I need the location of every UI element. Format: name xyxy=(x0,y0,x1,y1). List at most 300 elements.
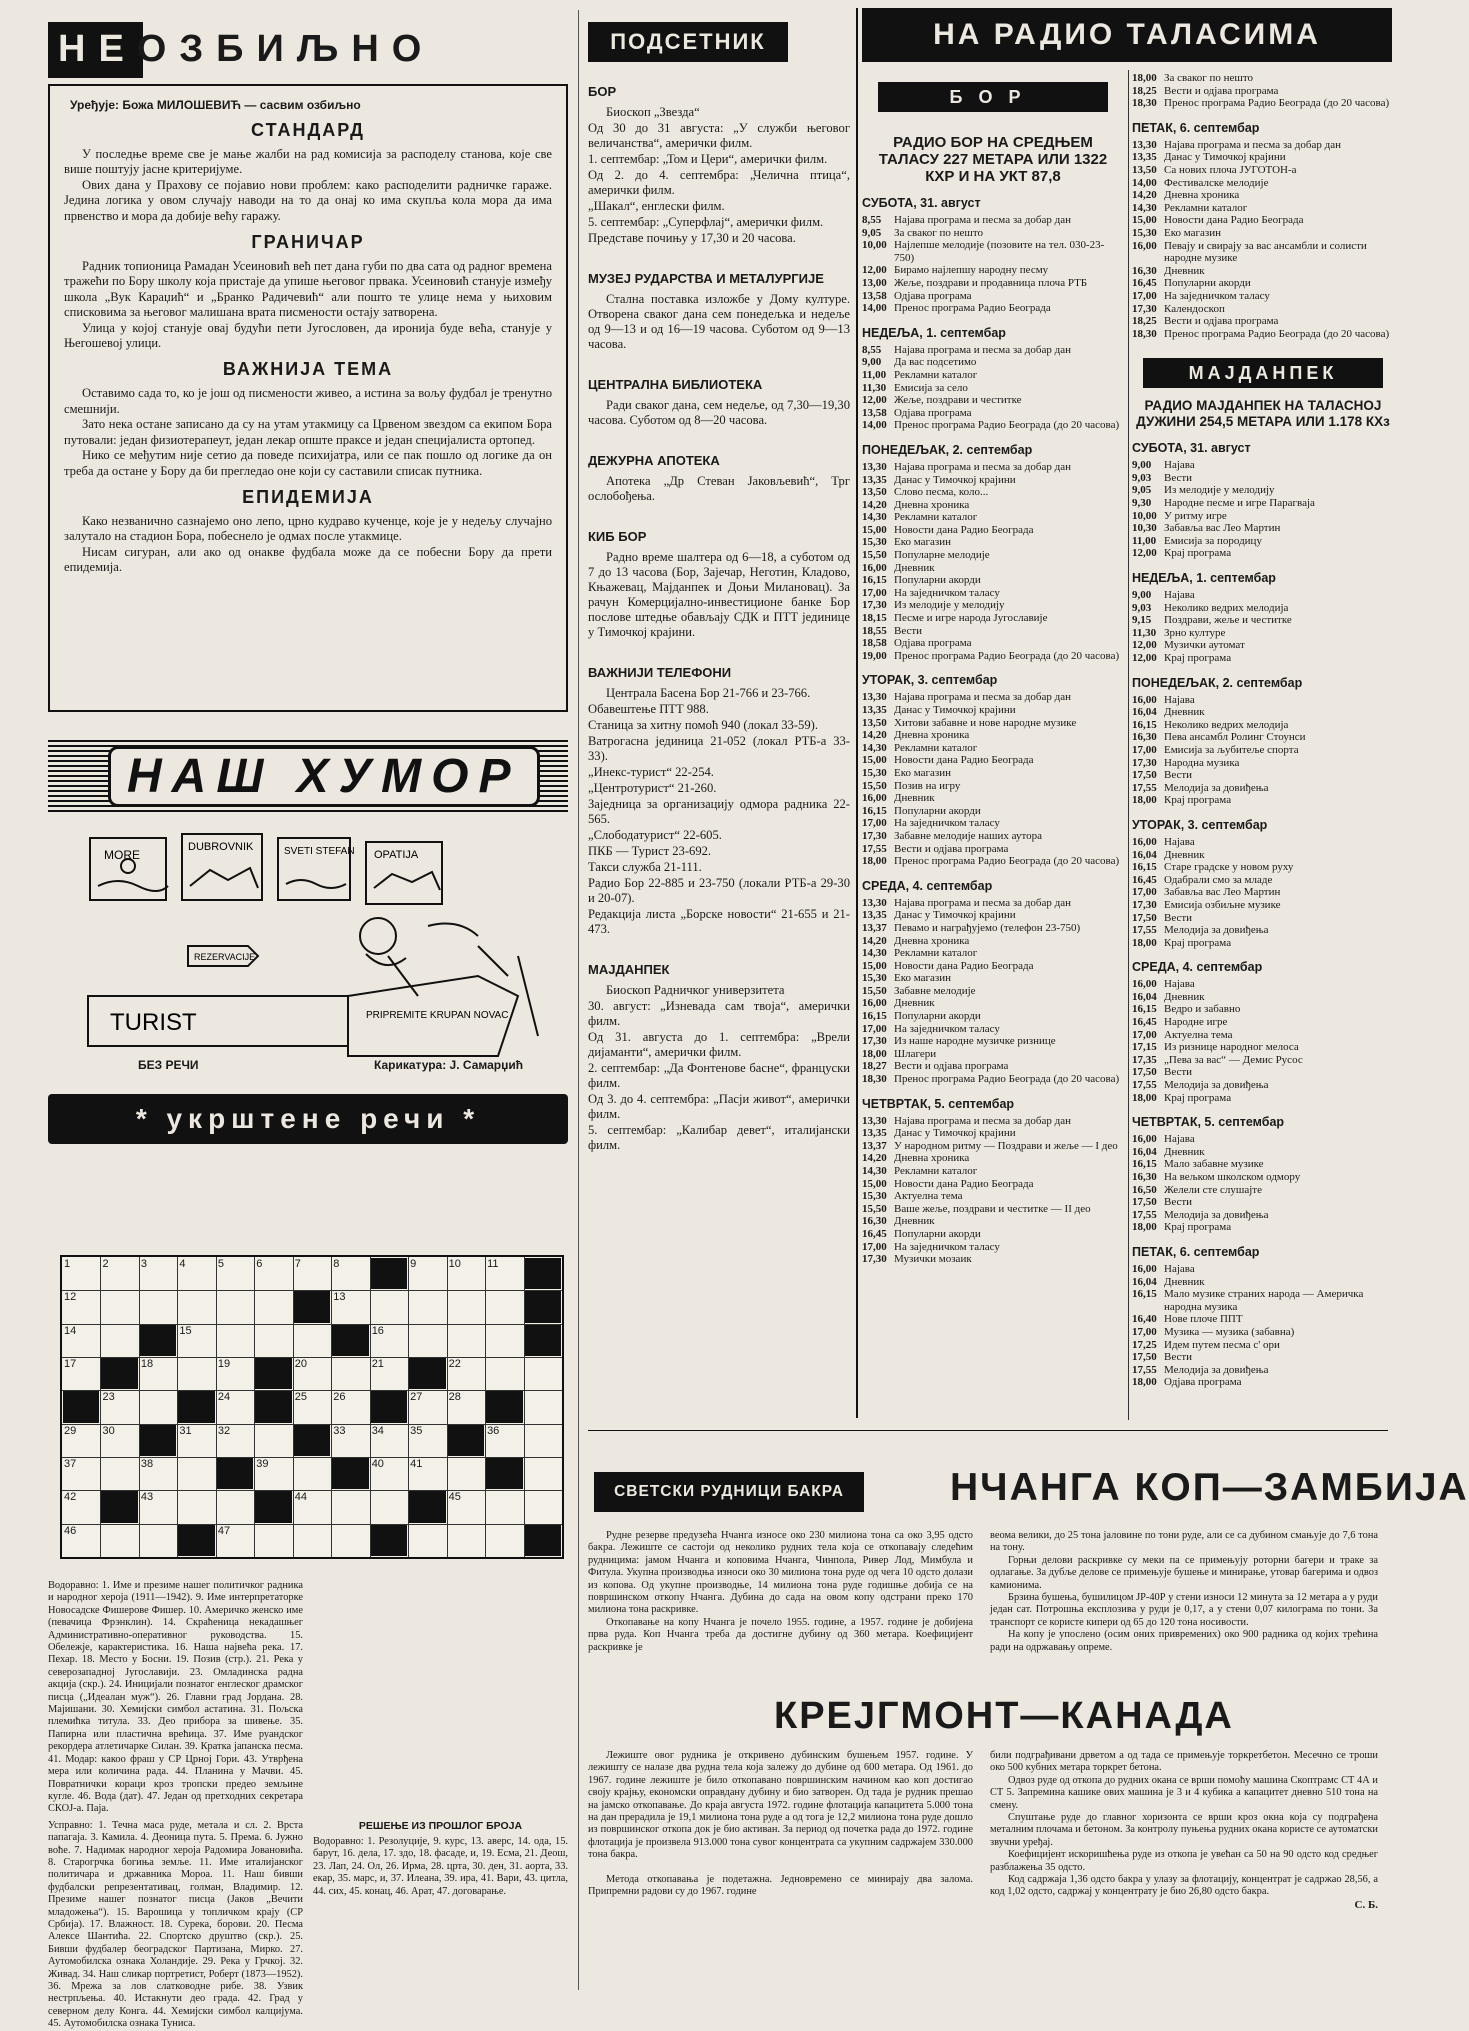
radio-entry xyxy=(1132,652,1394,665)
radio-program: Да вас подсетимо xyxy=(894,356,977,369)
radio-entry xyxy=(862,1165,1124,1178)
radio-entry xyxy=(1132,459,1394,472)
podsetnik-item: Станица за хитну помоћ 940 (локал 33-59). xyxy=(588,718,818,732)
radio-entry xyxy=(862,792,1124,805)
radio-time: 17,00 xyxy=(862,817,887,830)
radio-program: Еко магазин xyxy=(894,766,952,779)
clues-column-left xyxy=(48,1580,303,2031)
grid-number: 29 xyxy=(64,1424,77,1437)
radio-entry xyxy=(1132,1079,1394,1092)
radio-program: Данас у Тимочкој крајини xyxy=(894,909,1016,922)
radio-program: Из мелодије у мелодију xyxy=(894,599,1005,612)
radio-time: 17,25 xyxy=(1132,1338,1157,1351)
radio-program: Дневна хроника xyxy=(1164,189,1240,202)
radio-time: 10,00 xyxy=(1132,509,1157,522)
grid-number: 16 xyxy=(371,1324,384,1337)
radio-entry xyxy=(1132,547,1394,560)
radio-time: 10,00 xyxy=(862,239,887,252)
radio-program: Најава xyxy=(1164,1262,1195,1275)
radio-program: Дневна хроника xyxy=(894,498,970,511)
grid-line xyxy=(62,1524,562,1525)
radio-time: 15,00 xyxy=(1132,214,1157,227)
radio-time: 17,55 xyxy=(1132,1363,1157,1376)
radio-time: 16,30 xyxy=(1132,264,1157,277)
radio-program: Ваше жеље, поздрави и честитке — II део xyxy=(894,1202,1091,1215)
radio-time: 17,55 xyxy=(862,842,887,855)
radio-day-heading: НЕДЕЉА, 1. септембар xyxy=(862,325,1006,340)
nchanga-text: Горњи делови раскривке су меки па се примењују роторни багери и траке за одлагање. За дубље делове се примењује бушење и минирање, утовар багерима и одвоз камионима. xyxy=(990,1554,1378,1591)
grid-line xyxy=(139,1257,140,1557)
radio-day-entries xyxy=(1132,694,1394,807)
radio-entry xyxy=(1132,731,1394,744)
podsetnik-item: Стална поставка изложбе у Дому културе. Отворена сваког дана сем понедељка и недеље од 9—13 и од 16—19 часова. Суботом од 9—13 часова. xyxy=(588,292,850,351)
podsetnik-item: „Шакал“, енглески филм. xyxy=(588,199,725,213)
radio-time: 17,00 xyxy=(1132,1325,1157,1338)
radio-entry xyxy=(1132,706,1394,719)
radio-entry xyxy=(1132,849,1394,862)
radio-entry xyxy=(1132,472,1394,485)
radio-entry xyxy=(1132,836,1394,849)
grid-number: 43 xyxy=(140,1491,154,1504)
radio-time: 17,50 xyxy=(1132,1196,1157,1209)
grid-block xyxy=(448,1425,484,1456)
radio-program: Најава xyxy=(1164,589,1195,602)
radio-entry xyxy=(862,486,1124,499)
radio-time: 16,40 xyxy=(1132,1313,1157,1326)
radio-entry xyxy=(862,344,1124,357)
title-banner xyxy=(48,22,568,78)
radio-section xyxy=(862,8,1392,62)
radio-program: Вести и одјава програма xyxy=(1164,315,1279,328)
bor-friday xyxy=(1132,121,1394,341)
radio-program: Мелодија за довиђења xyxy=(1164,1363,1269,1376)
majdanpek-label-bar xyxy=(1143,358,1383,388)
radio-entry xyxy=(862,1178,1124,1191)
craigmont-text: Спуштање руде до главног хоризонта се врши кроз окна која су подграђена металним плочама и бетоном. За контролу пуњења рудних окана користе се аутоматски звучни уређај. xyxy=(990,1812,1378,1848)
podsetnik-item: 30. август: „Изневада сам твоја“, амерички филм. xyxy=(588,999,850,1028)
majdanpek-schedule xyxy=(1132,441,1394,1389)
grid-block xyxy=(525,1525,561,1556)
podsetnik-item: Од 31. августа до 1. септембра: „Врели дијаманти“, амерички филм. xyxy=(588,1030,850,1059)
craigmont-text: Одвоз руде од откопа до рудних окана се врши помоћу машина Скоптрамс СТ 4А и СТ 5. Запремина кашике ових машина је 3 и 4 кубика а капацитет дневно 510 тона на смену. xyxy=(990,1774,1378,1811)
radio-program: Рекламни каталог xyxy=(894,511,978,524)
radio-program: Најава програма и песма за добар дан xyxy=(894,214,1071,226)
radio-program: Најава програма и песма за добар дан xyxy=(894,460,1071,473)
radio-program: Дневник xyxy=(894,792,935,805)
radio-program: Данас у Тимочкој крајини xyxy=(1164,151,1286,164)
radio-entry xyxy=(862,1203,1124,1216)
grid-block xyxy=(255,1391,291,1422)
radio-entry xyxy=(862,704,1124,717)
radio-time: 17,30 xyxy=(862,599,887,612)
radio-program: Вести xyxy=(1164,471,1193,484)
sign-more: MORE xyxy=(104,848,140,862)
radio-program: Зрно културе xyxy=(1164,626,1226,639)
sign-sveti-stefan: SVETI STEFAN xyxy=(284,846,355,857)
radio-time: 11,00 xyxy=(862,368,887,381)
grid-block xyxy=(371,1258,407,1289)
craigmont-right xyxy=(990,1750,1378,1911)
grid-number: 13 xyxy=(333,1291,346,1304)
radio-program: Актуелна тема xyxy=(1164,1028,1233,1041)
radio-entry xyxy=(1132,510,1394,523)
radio-program: Пренос програма Радио Београда (до 20 часова) xyxy=(894,855,1120,868)
radio-time: 18,00 xyxy=(1132,1376,1157,1389)
craigmont-text: Код садржаја 1,36 одсто бакра у улазу за флотацију, концентрат је садржао 28,56, а код 1,02 одсто, садржај у концентрату је био 26,80 одсто бакра. xyxy=(990,1874,1378,1898)
radio-program: Вести и одјава програма xyxy=(894,842,1009,855)
grid-number: 23 xyxy=(102,1391,115,1404)
radio-entry xyxy=(1132,874,1394,887)
grid-line xyxy=(216,1257,217,1557)
radio-time: 13,50 xyxy=(1132,163,1157,176)
radio-entry xyxy=(862,805,1124,818)
radio-time: 18,15 xyxy=(862,612,887,625)
radio-time: 16,00 xyxy=(862,792,887,805)
craigmont-left xyxy=(588,1750,973,1898)
radio-entry xyxy=(1132,1133,1394,1146)
radio-time: 8,55 xyxy=(862,343,882,356)
radio-program: Новости дана Радио Београда xyxy=(1164,214,1304,227)
radio-program: Пренос програма Радио Београда (до 20 часова) xyxy=(894,649,1120,662)
grid-number: 37 xyxy=(64,1458,77,1470)
author-signature: С. Б. xyxy=(1354,1898,1378,1911)
podsetnik-item: Ватрогасна јединица 21-052 (локал РТБ-а 33-33). xyxy=(588,734,850,763)
radio-entry xyxy=(1132,861,1394,874)
radio-program: Најлепше мелодије (позовите на тел. 030-23-750) xyxy=(894,239,1105,264)
radio-time: 14,20 xyxy=(862,934,887,947)
radio-entry xyxy=(1132,1263,1394,1276)
radio-program: Бирамо најлепшу народну песму xyxy=(894,264,1049,277)
podsetnik-item: Ради сваког дана, сем недеље, од 7,30—19,30 часова. Суботом од 8—20 часова. xyxy=(588,398,850,427)
radio-program: Вести xyxy=(1164,1196,1193,1209)
radio-program: Календоскоп xyxy=(1164,302,1225,315)
radio-time: 16,45 xyxy=(862,1227,887,1240)
radio-entry xyxy=(1132,290,1394,303)
grid-block xyxy=(525,1291,561,1322)
radio-entry xyxy=(1132,1054,1394,1067)
radio-day-heading: УТОРАК, 3. септембар xyxy=(862,673,998,688)
podsetnik-item: 1. септембар: „Том и Цери“, амерички филм. xyxy=(588,152,828,166)
grid-number: 18 xyxy=(140,1358,154,1370)
podsetnik-heading: ДЕЖУРНА АПОТЕКА xyxy=(588,453,720,468)
radio-time: 16,15 xyxy=(862,1010,887,1023)
grid-number: 40 xyxy=(371,1458,384,1470)
grid-number: 24 xyxy=(217,1391,231,1404)
grid-number: 36 xyxy=(487,1424,500,1437)
radio-entry xyxy=(862,780,1124,793)
article-paragraph: Нисам сигуран, али ако од онакве фудбала може да се побесни Бору да прети епидемија. xyxy=(64,544,552,575)
radio-time: 17,00 xyxy=(862,586,887,599)
radio-day-heading: ПЕТАК, 6. септембар xyxy=(1132,1244,1260,1259)
radio-entry xyxy=(862,742,1124,755)
radio-entry xyxy=(862,625,1124,638)
radio-entry xyxy=(862,729,1124,742)
radio-entry xyxy=(1132,719,1394,732)
sign-turist: TURIST xyxy=(110,1009,197,1036)
radio-program: Дневник xyxy=(1164,264,1205,277)
grid-block xyxy=(525,1325,561,1356)
radio-entry xyxy=(1132,1313,1394,1326)
radio-day-entries xyxy=(1132,978,1394,1104)
radio-time: 12,00 xyxy=(1132,639,1157,652)
grid-line xyxy=(447,1257,448,1557)
radio-time: 9,05 xyxy=(862,226,882,239)
grid-number: 26 xyxy=(333,1391,346,1404)
radio-program: Певамо и награђујемо (телефон 23-750) xyxy=(894,921,1081,934)
radio-entry xyxy=(1132,227,1394,240)
radio-time: 17,30 xyxy=(1132,898,1157,911)
radio-entry xyxy=(1132,202,1394,215)
podsetnik-banner xyxy=(588,22,788,62)
radio-time: 17,50 xyxy=(1132,769,1157,782)
radio-time: 17,00 xyxy=(1132,743,1157,756)
article-paragraph: У последње време све је мање жалби на рад комисија за расподелу станова, које све више поштују јасне критеријуме. xyxy=(64,147,552,177)
radio-program: Мало музике страних народа — Америчка народна музика xyxy=(1164,1288,1364,1313)
radio-time: 16,45 xyxy=(1132,873,1157,886)
radio-program: Актуелна тема xyxy=(894,1190,963,1203)
radio-program: Еко магазин xyxy=(1164,226,1222,239)
radio-entry xyxy=(862,356,1124,369)
radio-program: Неколико ведрих мелодија xyxy=(1164,718,1289,731)
radio-program: Мало забавне музике xyxy=(1164,1158,1264,1171)
radio-entry xyxy=(1132,189,1394,202)
grid-block xyxy=(486,1458,522,1489)
bor-intro: РАДИО БОР НА СРЕДЊЕМ ТАЛАСУ 227 МЕТАРА ИЛИ 1322 КХР И НА УКТ 87,8 xyxy=(878,134,1108,185)
radio-entry xyxy=(1132,782,1394,795)
radio-day-heading: ЧЕТВРТАК, 5. септембар xyxy=(862,1096,1015,1111)
grid-block xyxy=(409,1491,445,1522)
radio-time: 13,50 xyxy=(862,486,887,499)
radio-entry xyxy=(1132,214,1394,227)
clues-column-right xyxy=(313,1580,568,2031)
radio-time: 17,30 xyxy=(1132,756,1157,769)
grid-block xyxy=(525,1258,561,1289)
radio-time: 14,30 xyxy=(862,741,887,754)
radio-time: 13,58 xyxy=(862,406,887,419)
radio-program: Дневник xyxy=(1164,848,1205,861)
radio-entry xyxy=(1132,639,1394,652)
grid-number: 30 xyxy=(102,1424,115,1437)
grid-number: 35 xyxy=(410,1424,423,1437)
grid-block xyxy=(178,1391,214,1422)
bor-schedule-continued xyxy=(1132,72,1394,110)
radio-entry xyxy=(862,767,1124,780)
radio-entry xyxy=(862,650,1124,663)
radio-program: Најава програма и песма за добар дан xyxy=(894,343,1071,356)
radio-entry xyxy=(1132,1171,1394,1184)
radio-day-entries xyxy=(1132,836,1394,949)
radio-program: Популарни акорди xyxy=(894,574,981,587)
radio-entry xyxy=(1132,139,1394,152)
craigmont-text: Метода откопавања је подетажна. Једновремено се минирају два залома. Припремни радови су до 1967. године xyxy=(588,1873,973,1898)
copper-box-label: СВЕТСКИ РУДНИЦИ БАКРА xyxy=(614,1483,844,1500)
radio-entry xyxy=(1132,627,1394,640)
radio-banner xyxy=(862,8,1392,62)
radio-entry xyxy=(1132,85,1394,98)
copper-box xyxy=(594,1472,864,1512)
crossword-grid xyxy=(60,1255,564,1559)
podsetnik-heading: ВАЖНИЈИ ТЕЛЕФОНИ xyxy=(588,665,732,680)
radio-entry xyxy=(1132,886,1394,899)
radio-program: Најава програма и песма за добар дан xyxy=(894,896,1071,909)
grid-block xyxy=(486,1391,522,1422)
podsetnik-list xyxy=(588,84,850,1168)
radio-time: 16,15 xyxy=(1132,718,1157,731)
radio-program: Са нових плоча ЈУГОТОН-а xyxy=(1164,163,1297,176)
radio-program: Еко магазин xyxy=(894,972,952,985)
grid-block xyxy=(255,1358,291,1389)
article-heading: СТАНДАРД xyxy=(251,120,365,140)
radio-entry xyxy=(1132,72,1394,85)
radio-entry xyxy=(862,290,1124,303)
radio-program: У ритму игре xyxy=(1164,509,1227,522)
radio-time: 18,00 xyxy=(862,1047,887,1060)
radio-time: 17,00 xyxy=(862,1240,887,1253)
radio-entry xyxy=(1132,1184,1394,1197)
radio-program: Дневна хроника xyxy=(894,934,970,947)
radio-entry xyxy=(862,1048,1124,1061)
grid-line xyxy=(331,1257,332,1557)
grid-number: 5 xyxy=(217,1258,224,1270)
radio-time: 17,30 xyxy=(862,829,887,842)
grid-number: 14 xyxy=(64,1324,77,1337)
radio-program: Популарни акорди xyxy=(894,804,981,817)
radio-time: 17,55 xyxy=(1132,1208,1157,1221)
radio-program: Вести xyxy=(1164,769,1193,782)
grid-block xyxy=(409,1358,445,1389)
radio-program: Вести xyxy=(894,624,923,637)
radio-time: 9,00 xyxy=(1132,589,1152,602)
article-paragraph: Улица у којој станује овај будући пети Југословен, да иронија буде већа, станује у Његошевој улици. xyxy=(64,320,552,351)
radio-entry xyxy=(1132,1158,1394,1171)
grid-number: 32 xyxy=(217,1424,231,1437)
radio-time: 16,04 xyxy=(1132,990,1157,1003)
clues-across: Водоравно: 1. Име и презиме нашег политичког радника и народног хероја (1911—1942). 9. Име интерпретаторке Новосадске Фишерове Фишер. 10. Америчко женско име (певачица Фрэнклин). 14. Скраћеница некадашњег Административно-оперативног руководства. 15. Обележје, карактеристика. 16. Наша највећа река. 17. Пехар. 18. Место у Босни. 19. Позив (стр.). 21. Река у северозападној Југославији. 23. Омладинска радна акција (скр.). 24. Иницијали познатог енглеског драмског писца („Идеалан муж“). 26. Главни град Јордана. 28. Мајишани. 30. Хемијски симбол астатина. 31. Пољска племићка титула. 33. Део прибора за шивење. 35. Папирна или пластична врећица. 37. Име руандског рекордера атлетичарке Силан. 39. Кратка јапанска песма. 41. Модар: какоо фраш у СР Црној Гори. 43. Утврђена мера или количина рада. 44. Планина у Мачви. 45. Повратнички кораци кроз тропски предео земљине кугле. 46. Вода (дат). 47. Један од претходних секретара СКОЈ-а. Паја. xyxy=(48,1580,303,1815)
article-heading: ГРАНИЧАР xyxy=(251,232,365,253)
radio-day-heading: СУБОТА, 31. август xyxy=(862,196,981,210)
column-humor xyxy=(48,0,568,1144)
radio-entry xyxy=(862,394,1124,407)
radio-time: 14,30 xyxy=(1132,201,1157,214)
grid-block xyxy=(294,1425,330,1456)
majdanpek-intro: РАДИО МАЈДАНПЕК НА ТАЛАСНОЈ ДУЖИНИ 254,5 МЕТАРА ИЛИ 1.178 КХз xyxy=(1136,398,1390,430)
radio-program: Жеље, поздрави и честитке xyxy=(894,394,1022,407)
radio-program: Емисија за село xyxy=(894,381,968,394)
radio-time: 15,50 xyxy=(862,549,887,562)
radio-entry xyxy=(862,474,1124,487)
radio-time: 15,30 xyxy=(862,972,887,985)
radio-time: 18,55 xyxy=(862,624,887,637)
radio-time: 9,00 xyxy=(1132,459,1152,472)
nchanga-text: На копу је упослено (осим оних привремених) око 900 радника од којих трећина ради на одржавању опреме. xyxy=(990,1629,1378,1653)
radio-time: 15,00 xyxy=(862,1177,887,1190)
radio-time: 12,00 xyxy=(862,264,887,277)
radio-entry xyxy=(1132,991,1394,1004)
podsetnik-item: Такси служба 21-111. xyxy=(588,860,702,874)
radio-program: Дневник xyxy=(1164,1275,1205,1288)
radio-time: 15,00 xyxy=(862,523,887,536)
radio-time: 15,50 xyxy=(862,1202,887,1215)
radio-time: 13,30 xyxy=(862,460,887,473)
radio-program: Данас у Тимочкој крајини xyxy=(894,1127,1016,1140)
radio-time: 13,30 xyxy=(862,896,887,909)
article-heading: ВАЖНИЈА ТЕМА xyxy=(222,359,394,380)
radio-time: 17,30 xyxy=(862,1035,887,1048)
podsetnik-item: „Центротурист“ 21-260. xyxy=(588,781,717,795)
radio-time: 9,03 xyxy=(1132,601,1152,614)
radio-day-entries xyxy=(862,344,1124,432)
article-heading: ЕПИДЕМИЈА xyxy=(242,486,374,507)
radio-entry xyxy=(1132,97,1394,110)
radio-time: 15,50 xyxy=(862,984,887,997)
podsetnik-item: Од 30 до 31 августа: „У служби његовог величанства“, амерички филм. xyxy=(588,121,850,150)
radio-entry xyxy=(1132,602,1394,615)
radio-time: 13,30 xyxy=(862,691,887,704)
radio-program: Из наше народне музичке ризнице xyxy=(894,1035,1056,1048)
article-epidemija xyxy=(64,487,552,576)
radio-time: 14,00 xyxy=(862,302,887,315)
grid-number: 2 xyxy=(102,1258,109,1270)
radio-day-heading: ПОНЕДЕЉАК, 2. септембар xyxy=(862,442,1033,457)
radio-entry xyxy=(862,972,1124,985)
grid-block xyxy=(332,1458,368,1489)
nchanga-text: веома велики, до 25 тона јаловине по тони руде, али се са дубином смањује до 7,6 тона на тону. xyxy=(990,1530,1378,1554)
article-granicar xyxy=(64,232,552,351)
column-rule xyxy=(856,8,858,1418)
radio-time: 17,55 xyxy=(1132,924,1157,937)
grid-block xyxy=(140,1325,176,1356)
radio-program: На заједничком таласу xyxy=(894,817,1000,830)
radio-program: На заједничком таласу xyxy=(894,1240,1000,1253)
article-paragraph: Оставимо сада то, ко је још од писмености живео, а истина за вољу фудбал је тренутно смешнији. xyxy=(64,386,552,416)
radio-day-entries xyxy=(862,214,1124,315)
radio-time: 19,00 xyxy=(862,649,887,662)
radio-program: Вести и одјава програма xyxy=(894,1060,1009,1073)
nchanga-text: Брзина бушења, бушилицом ЈР-40Р у стени износи 12 минута за 12 метара а у руди један сат. Потрошња експлозива у руди је 0,17, а у стени 0,07 килограма по тони. За транспорт се користе кипери од 65 до 120 тона носивости. xyxy=(990,1592,1378,1628)
radio-time: 15,30 xyxy=(862,536,887,549)
radio-entry xyxy=(1132,1066,1394,1079)
radio-program: Ведро и забавно xyxy=(1164,1003,1241,1016)
radio-entry xyxy=(1132,1016,1394,1029)
podsetnik-item: Редакција листа „Борске новости“ 21-655 и 21-473. xyxy=(588,907,850,936)
radio-time: 16,15 xyxy=(1132,1003,1157,1016)
radio-entry xyxy=(1132,315,1394,328)
article-paragraph: Нико се међутим није сетио да поведе психијатра, или се пак пошло од логике да он треба да остане у Бору да би прегледао оне који су саставили списак путника. xyxy=(64,448,552,478)
humor-title: НАШ ХУМОР xyxy=(108,746,540,807)
radio-entry xyxy=(862,239,1124,264)
radio-program: Пренос програма Радио Београда (до 20 часова) xyxy=(894,1073,1120,1086)
radio-entry xyxy=(1132,794,1394,807)
radio-program: Забавне мелодије наших аутора xyxy=(894,829,1043,842)
radio-program: Песме и игре народа Југославије xyxy=(894,612,1048,625)
radio-program: Идем путем песма с' ори xyxy=(1164,1338,1280,1351)
radio-program: Крај програма xyxy=(1164,1221,1232,1234)
radio-time: 18,00 xyxy=(1132,1091,1157,1104)
grid-block xyxy=(371,1525,407,1556)
radio-time: 17,55 xyxy=(1132,1079,1157,1092)
grid-number: 12 xyxy=(64,1291,77,1304)
radio-program: Вести xyxy=(1164,911,1193,924)
radio-time: 16,30 xyxy=(1132,731,1157,744)
radio-entry xyxy=(862,407,1124,420)
radio-time: 17,50 xyxy=(1132,1066,1157,1079)
radio-time: 16,00 xyxy=(862,561,887,574)
radio-time: 9,05 xyxy=(1132,484,1152,497)
radio-entry xyxy=(862,754,1124,767)
podsetnik-item: ПКБ — Турист 23-692. xyxy=(588,844,712,858)
crossword-clues xyxy=(48,1580,568,2031)
radio-time: 16,04 xyxy=(1132,1145,1157,1158)
